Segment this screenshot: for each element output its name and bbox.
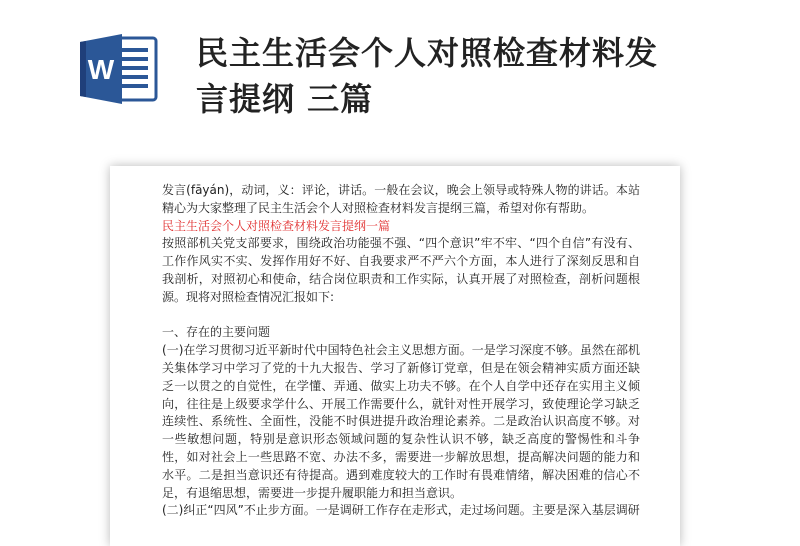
word-document-icon [78,32,164,106]
section-heading-1: 一、存在的主要问题 [162,325,271,340]
document-body [162,182,640,520]
paragraph-3: (二)纠正“四风”不止步方面。一是调研工作存在走形式，走过场问题。主要是深入基层调研 [162,503,640,518]
paragraph-1: 按照部机关党支部要求，围绕政治功能强不强、“四个意识”牢不牢、“四个自信”有没有、工作作风实不实、发挥作用好不好、自我要求严不严六个方面，本人进行了深刻反思和自我剖析，对照初心和使命，结合岗位职责和工作实际，认真开展了对照检查，剖析问题根源。现将对照检查情况汇报如下: [162,236,640,304]
document-page-preview [110,166,680,546]
intro-paragraph: 发言(fāyán)，动词，义：评论，讲话。一般在会议，晚会上领导或特殊人物的讲话。本站精心为大家整理了民主生活会个人对照检查材料发言提纲三篇，希望对你有帮助。 [162,183,640,215]
document-header [0,0,800,150]
document-title-line1: 民主生活会个人对照检查材料发 [196,34,659,72]
subtitle-link[interactable]: 民主生活会个人对照检查材料发言提纲一篇 [162,218,391,233]
document-title-line2: 言提纲 三篇 [196,80,374,118]
document-title [196,30,756,122]
paragraph-2: (一)在学习贯彻习近平新时代中国特色社会主义思想方面。一是学习深度不够。虽然在部机关集体学习中学习了党的十九大报告、学习了新修订党章，但是在领会精神实质方面还缺乏一以贯之的自觉性，在学懂、弄通、做实上功夫不够。在个人自学中还存在实用主义倾向，往往是上级要求学什么、开展工作需要什么，就针对性开展学习，致使理论学习缺乏连续性、系统性、全面性，没能不时俱进提升政治理论素养。二是政治认识高度不够。对一些敏想问题，特别是意识形态领域问题的复杂性认识不够，缺乏高度的警惕性和斗争性，如对社会上一些思路不宽、办法不多，需要进一步解放思想，提高解决问题的能力和水平。二是担当意识还有待提高。遇到难度较大的工作时有畏难情绪，解决困难的信心不足，有退缩思想，需要进一步提升履职能力和担当意识。 [162,343,640,500]
blank-line [162,307,640,325]
word-icon-letter: W [87,54,115,85]
